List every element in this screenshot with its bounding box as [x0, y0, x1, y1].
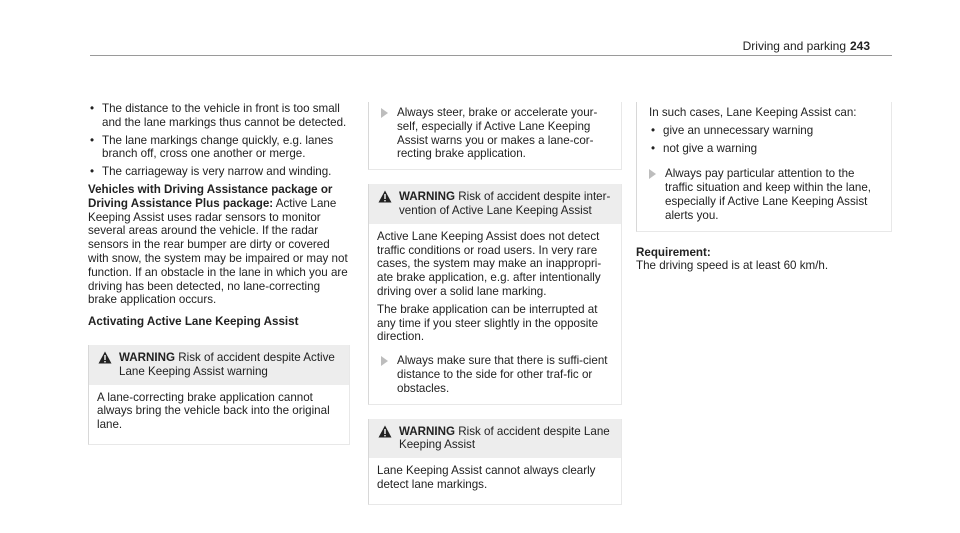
bullet-dot-icon: • [651, 141, 656, 155]
warning-title: Risk of accident despite inter-vention of Active Lane Keeping Assist [399, 190, 611, 217]
arrow-right-icon [381, 356, 388, 366]
list-item: • give an unnecessary warning [651, 123, 814, 137]
warning-header [369, 419, 621, 459]
warning-triangle-icon [378, 425, 392, 438]
column-left [88, 102, 350, 445]
warning-title: Risk of accident despite Active Lane Keeping Assist warning [119, 350, 335, 378]
column-right [636, 102, 892, 273]
arrow-right-icon [649, 169, 656, 179]
warning-label: WARNING [399, 190, 456, 204]
arrow-right-icon [381, 108, 388, 118]
list-item: • The distance to the vehicle in front is too small and the lane markings thus cannot be detected. [90, 102, 347, 129]
bullet-dot-icon: • [90, 133, 95, 147]
tip-row: Always make sure that there is suffi-cient distance to the side for other traf-fic or obstacles. [377, 354, 613, 395]
section-title: Driving and parking [742, 39, 846, 53]
header-divider [90, 55, 892, 56]
warning-body: Active Lane Keeping Assist does not detect traffic conditions or road users. In very rare cases, the system may make an inappropri-ate brake application, e.g. after intentionally driving over a solid lane marking. The brake application can be interrupted at any time if you steer slightly in the opposite direction. Always make sure that there is suffi-cient distance to the side for other traf-fic or obstacles. [369, 224, 621, 404]
requirement-text: The driving speed is at least 60 km/h. [636, 259, 829, 273]
requirement-block [636, 246, 892, 274]
warning-triangle-icon [98, 351, 112, 364]
requirement-heading: Requirement: [636, 245, 711, 259]
tip-box [636, 102, 892, 232]
warning-label: WARNING [119, 350, 176, 364]
bullet-dot-icon: • [90, 165, 95, 179]
bullet-dot-icon: • [90, 102, 95, 115]
bullet-dot-icon: • [651, 123, 656, 137]
warning-body: A lane-correcting brake application cannot always bring the vehicle back into the original lane. [97, 390, 330, 432]
warning-triangle-icon [378, 190, 392, 203]
warning-box [368, 419, 622, 505]
vehicles-paragraph: Vehicles with Driving Assistance package or Driving Assistance Plus package: Active Lane Keeping Assist uses radar sensors to monitor several areas around the vehicle. If the radar sensors in the rear bumper are dirty or covered with snow, the system may be impaired or may not function. If an obstacle in the lane in which you are driving has been detected, no lane-correcting brake application occurs. [88, 182, 348, 307]
warning-label: WARNING [399, 424, 456, 438]
warning-box [88, 345, 350, 445]
lane-keeping-list [637, 124, 883, 156]
conditions-list [88, 102, 350, 179]
page-header [0, 0, 960, 60]
warning-body: Lane Keeping Assist cannot always clearly detect lane markings. [377, 464, 596, 491]
tip-row: Always pay particular attention to the traffic situation and keep within the lane, especially if Active Lane Keeping Assist alerts you. [637, 167, 883, 222]
warning-box [368, 184, 622, 404]
column-middle [368, 102, 622, 505]
tip-row: Always steer, brake or accelerate your-self, especially if Active Lane Keeping Assist warns you or makes a lane-cor-recting brake application. [369, 106, 613, 161]
warning-title: Risk of accident despite Lane Keeping Assist [399, 424, 610, 452]
warning-header [89, 345, 349, 385]
activating-heading: Activating Active Lane Keeping Assist [88, 315, 299, 329]
page-number: 243 [849, 39, 870, 53]
list-item: • not give a warning [651, 141, 758, 155]
list-item: • The lane markings change quickly, e.g. lanes branch off, cross one another or merge. [90, 133, 334, 161]
list-item: • The carriageway is very narrow and winding. [90, 165, 332, 179]
intro-text: In such cases, Lane Keeping Assist can: [649, 106, 857, 119]
warning-header [369, 184, 621, 224]
tip-box [368, 102, 622, 170]
